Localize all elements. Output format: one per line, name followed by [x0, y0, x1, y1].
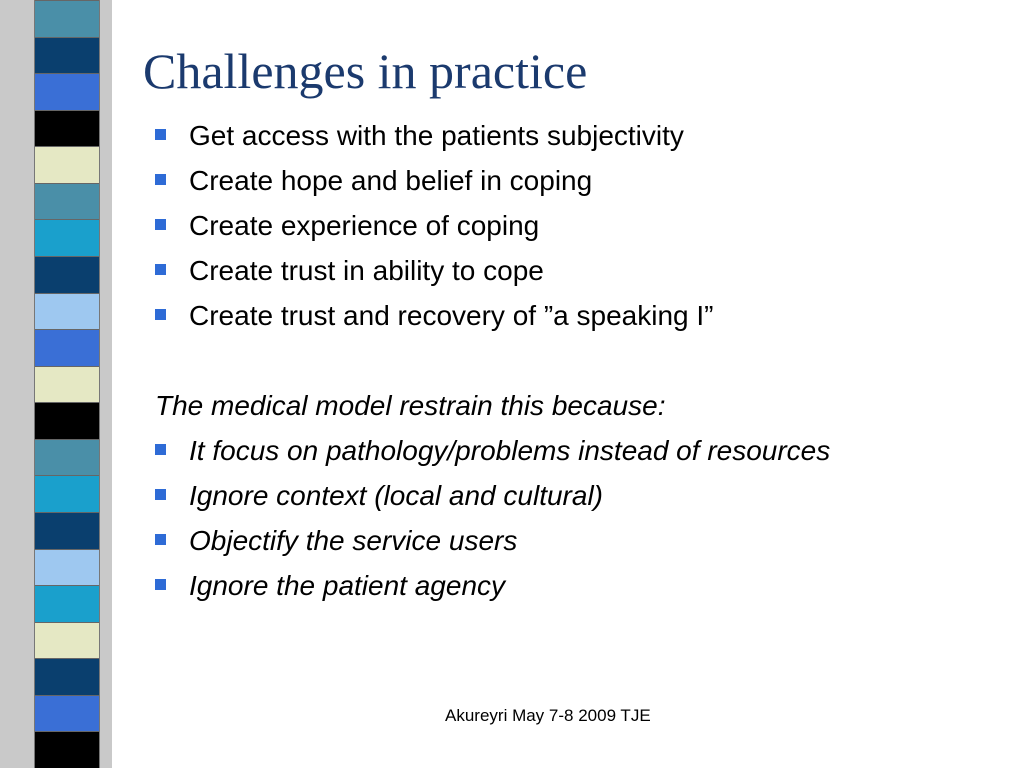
bullet-item [155, 480, 603, 512]
stripe-segment [35, 549, 99, 587]
stripe-column [34, 0, 100, 768]
bullet-item [155, 300, 713, 332]
stripe-segment [35, 731, 99, 768]
bullet-text: Create trust and recovery of ”a speaking I” [189, 300, 714, 331]
bullet-text: Create experience of coping [189, 210, 540, 241]
stripe-segment [35, 695, 99, 733]
square-bullet-icon [155, 264, 166, 275]
stripe-segment [35, 402, 99, 440]
bullet-text: Get access with the patients subjectivity [189, 120, 684, 151]
square-bullet-icon [155, 219, 166, 230]
stripe-segment [35, 475, 99, 513]
stripe-segment [35, 73, 99, 111]
stripe-segment [35, 256, 99, 294]
slide-title: Challenges in practice [143, 43, 588, 99]
square-bullet-icon [155, 129, 166, 140]
decorative-stripe [0, 0, 112, 768]
bullet-text: Objectify the service users [189, 525, 518, 556]
stripe-segment [35, 585, 99, 623]
stripe-segment [35, 512, 99, 550]
stripe-segment [35, 329, 99, 367]
stripe-segment [35, 293, 99, 331]
stripe-segment [35, 37, 99, 75]
bullet-item [155, 210, 539, 242]
stripe-segment [35, 439, 99, 477]
bullet-item [155, 255, 544, 287]
subheading: The medical model restrain this because: [155, 390, 666, 421]
bullet-item [155, 570, 505, 602]
bullet-item [155, 435, 830, 467]
stripe-segment [35, 366, 99, 404]
square-bullet-icon [155, 534, 166, 545]
stripe-segment [35, 622, 99, 660]
bullet-text: Ignore context (local and cultural) [189, 480, 603, 511]
square-bullet-icon [155, 174, 166, 185]
stripe-segment [35, 658, 99, 696]
stripe-segment [35, 110, 99, 148]
stripe-segment [35, 146, 99, 184]
stripe-segment [35, 183, 99, 221]
bullet-text: Create hope and belief in coping [189, 165, 593, 196]
square-bullet-icon [155, 579, 166, 590]
bullet-item [155, 120, 684, 152]
bullet-item [155, 525, 517, 557]
bullet-text: It focus on pathology/problems instead of resources [189, 435, 831, 466]
bullet-item [155, 165, 592, 197]
bullet-text: Create trust in ability to cope [189, 255, 544, 286]
stripe-segment [35, 0, 99, 38]
square-bullet-icon [155, 489, 166, 500]
stripe-segment [35, 219, 99, 257]
bullet-text: Ignore the patient agency [189, 570, 506, 601]
square-bullet-icon [155, 444, 166, 455]
square-bullet-icon [155, 309, 166, 320]
slide-footer: Akureyri May 7-8 2009 TJE [445, 706, 651, 725]
